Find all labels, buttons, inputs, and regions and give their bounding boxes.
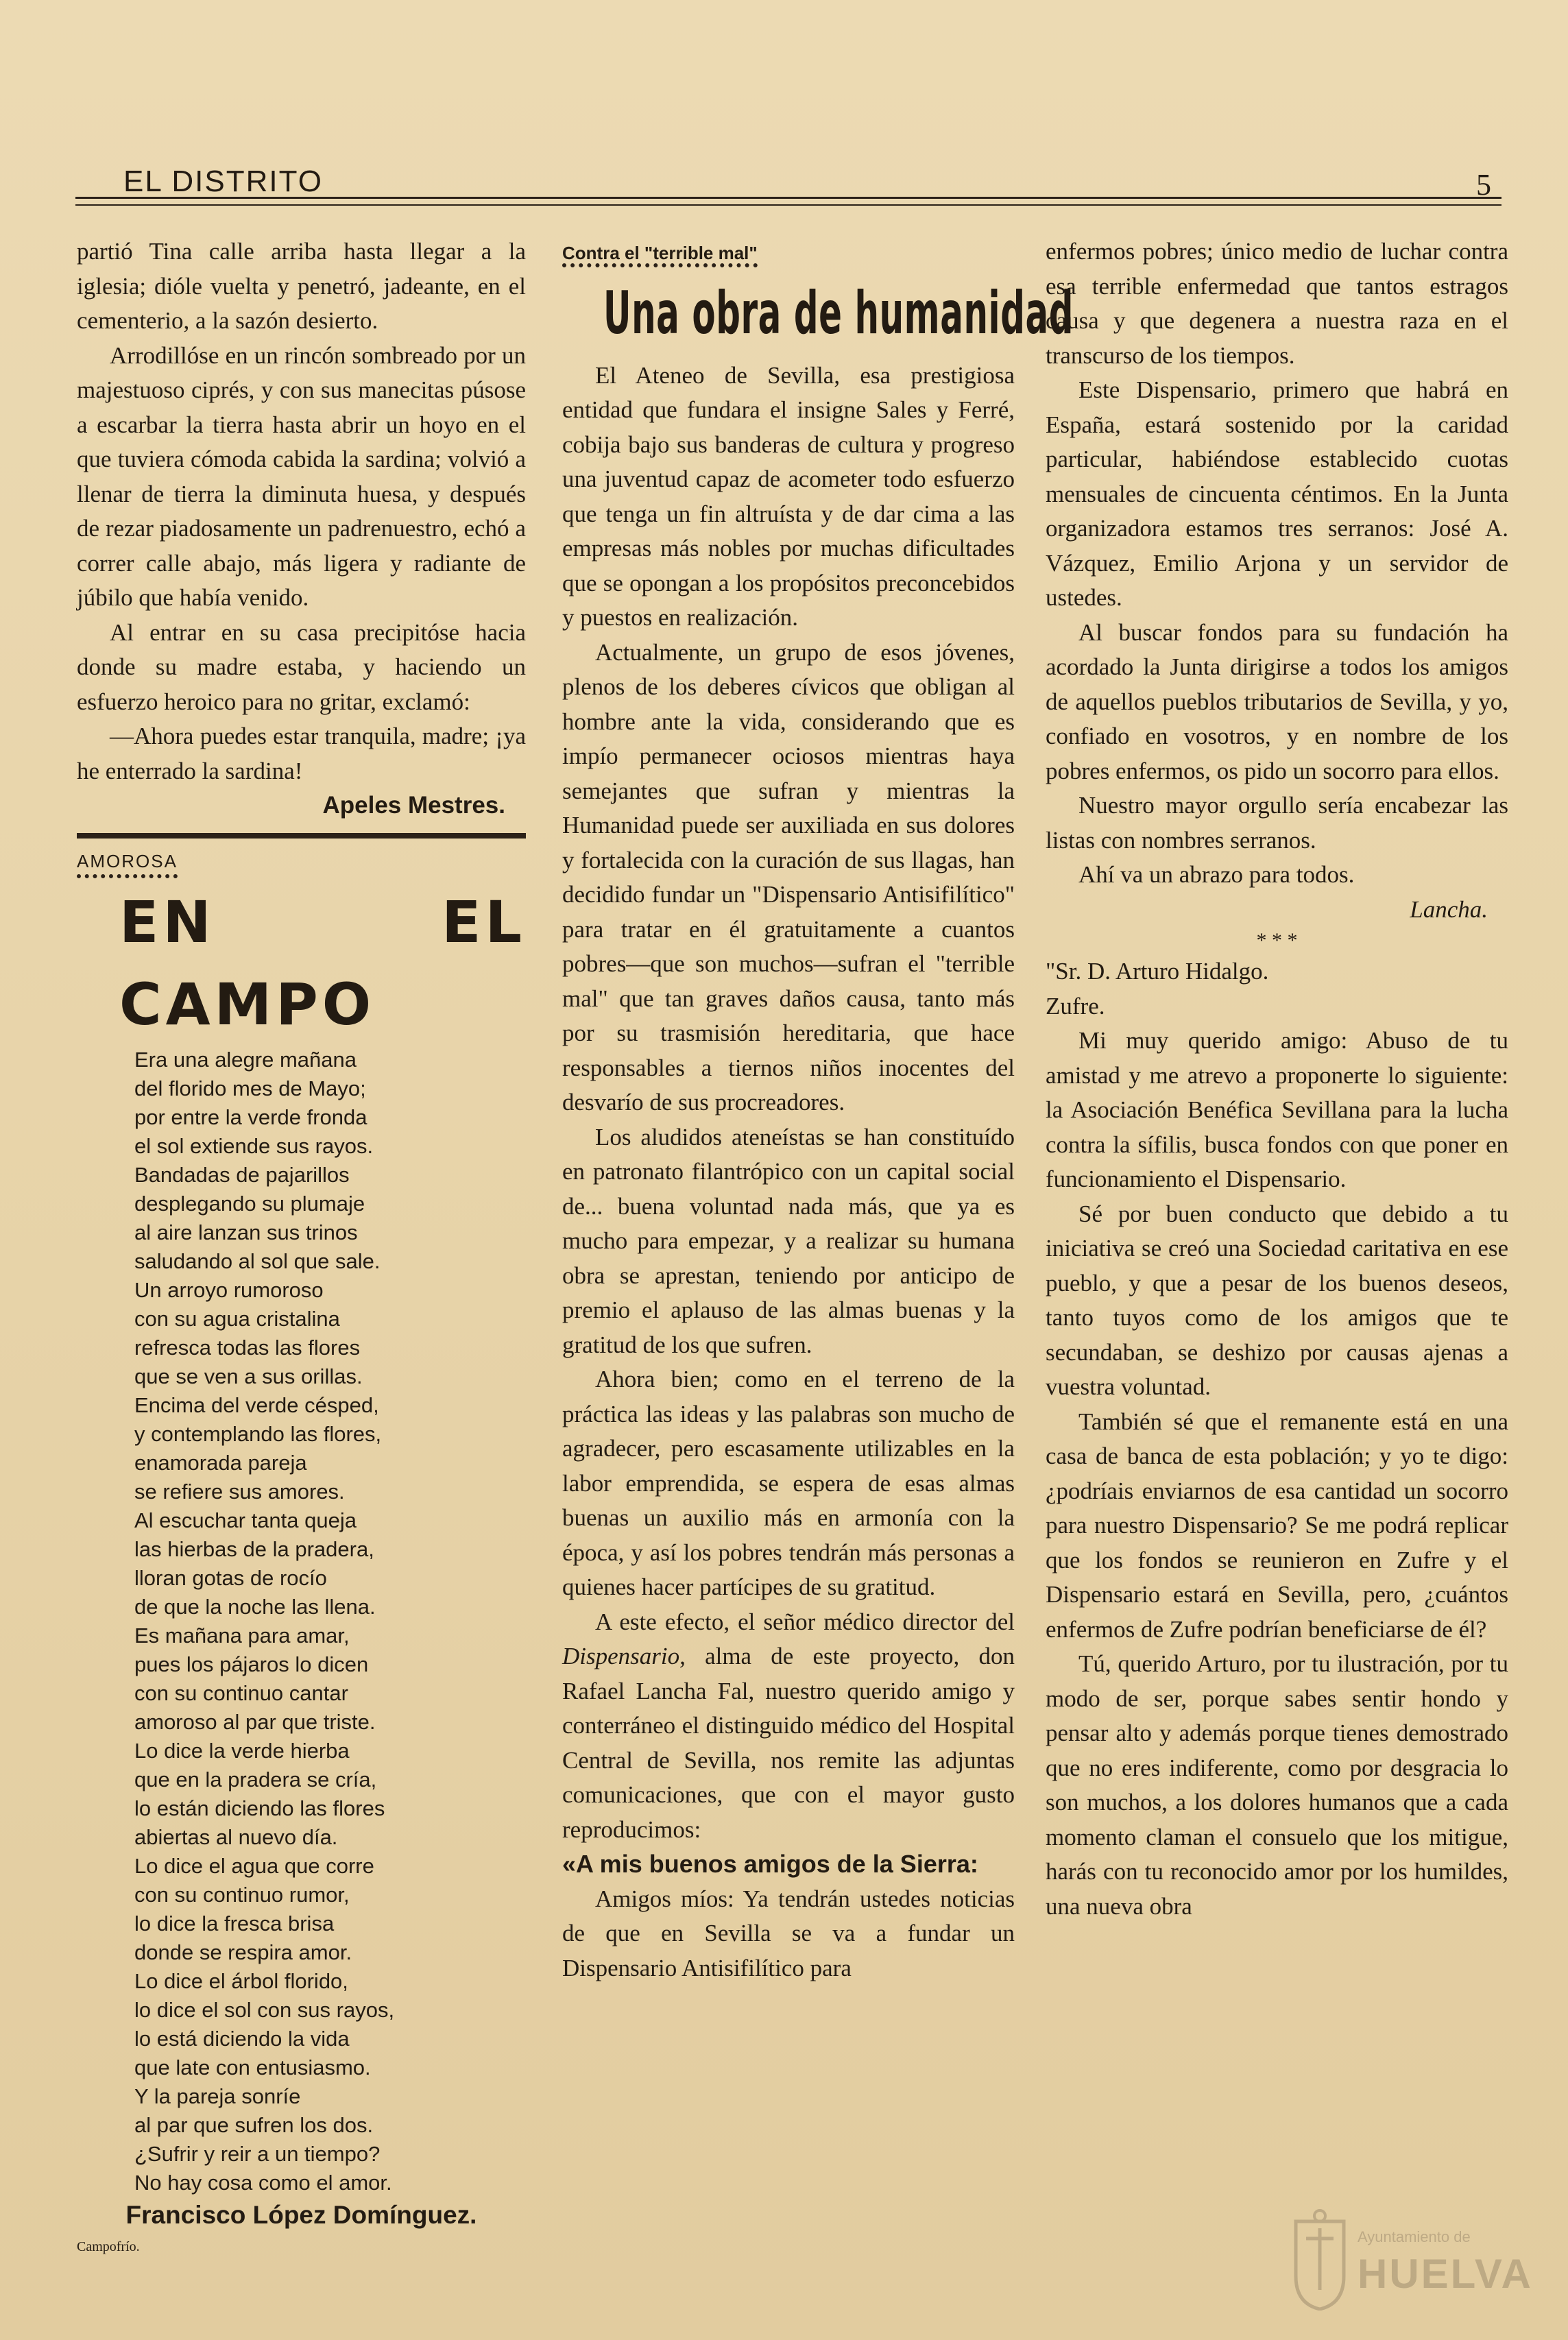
story-author: Apeles Mestres. xyxy=(322,792,505,819)
poem-line: saludando al sol que sale. xyxy=(134,1249,381,1273)
poem-line: con su continuo rumor, xyxy=(134,1882,350,1907)
article-paragraph: Ahora bien; como en el terreno de la práctica las ideas y las palabras son mucho de agradecer, pero escasamente utilizables en la labor emprendida, se espera de esas almas buenas un auxilio más en armonía con la época, y así los pobres tendrán más personas a quienes hacer partícipes de su gratitud. xyxy=(562,1366,1015,1600)
poem-line: ¿Sufrir y reir a un tiempo? xyxy=(134,2141,381,2166)
letter-paragraph: Tú, querido Arturo, por tu ilustración, por tu modo de ser, porque sabes sentir hondo y pensar alto y además porque tienes demostrado que no eres indiferente, como por desgracia lo son muchos, a los dolores humanos que a cada momento claman el consuelo que los mitigue, harás con tu reconocido amor por los humildes, una nueva obra xyxy=(1046,1650,1508,1920)
poem-line: pues los pájaros lo dicen xyxy=(134,1652,369,1676)
letter-paragraph: Sé por buen conducto que debido a tu iniciativa se creó una Sociedad caritativa en ese pueblo, y que a pesar de los buenos deseos, tanto tuyos como de los amigos que te secundaban, se deshizo por causas ajenas a vuestra voluntad. xyxy=(1046,1200,1508,1400)
poem-line: donde se respira amor. xyxy=(134,1940,352,1964)
letter-paragraph: enfermos pobres; único medio de luchar contra esa terrible enfermedad que tantos estragos causa y que degenera a nuestra raza en el transcurso de los tiempos. xyxy=(1046,238,1508,369)
poem-line: Y la pareja sonríe xyxy=(134,2084,301,2108)
newspaper-name: EL DISTRITO xyxy=(123,165,323,198)
poem-line: Bandadas de pajarillos xyxy=(134,1162,350,1187)
story-paragraph: Al entrar en su casa precipitóse hacia donde su madre estaba, y haciendo un esfuerzo heroico para no gritar, exclamó: xyxy=(77,618,526,715)
letter-paragraph: Amigos míos: Ya tendrán ustedes noticias de que en Sevilla se va a fundar un Dispensario Antisifilítico para xyxy=(562,1885,1015,1981)
dispensario-italic: Dispensario, xyxy=(562,1643,686,1669)
poem-author: Francisco López Domínguez. xyxy=(125,2200,477,2229)
letter-paragraph: Este Dispensario, primero que habrá en España, estará sostenido por la caridad particular, habiéndose establecido cuotas mensuales de cincuenta céntimos. En la Junta organizadora estamos tres serranos: José A. Vázquez, Emilio Arjona y un servidor de ustedes. xyxy=(1046,376,1508,611)
letter-paragraph: Ahí va un abrazo para todos. xyxy=(1078,861,1355,888)
story-paragraph: —Ahora puedes estar tranquila, madre; ¡ya he enterrado la sardina! xyxy=(77,723,526,784)
poem-line: con su continuo cantar xyxy=(134,1680,348,1705)
poem-line: de que la noche las llena. xyxy=(134,1594,376,1619)
letter-address: "Sr. D. Arturo Hidalgo. xyxy=(1046,958,1269,985)
poem-line: por entre la verde fronda xyxy=(134,1105,367,1129)
letter-heading: «A mis buenos amigos de la Sierra: xyxy=(562,1850,978,1878)
poem-line: Lo dice el agua que corre xyxy=(134,1853,374,1878)
crest-icon xyxy=(1289,2208,1351,2311)
letter-paragraph: También sé que el remanente está en una casa de banca de esta población; y yo te digo: ¿podríais enviarnos de esa cantidad un socorro para nuestro Dispensario? Se me podrá replicar que los fondos se reunieron en Zufre y el Dispensario estará en Sevilla, pero, ¿cuántos enfermos de Zufre podrían beneficiarse de él? xyxy=(1046,1408,1508,1643)
letter-paragraph: Al buscar fondos para su fundación ha acordado la Junta dirigirse a todos los amigos de aquellos pueblos tributarios de Sevilla, y yo, confiado en vosotros, y en nombre de los pobres enfermos, os pido un socorro para ellos. xyxy=(1046,618,1508,784)
section-separator: * * * xyxy=(1256,929,1298,952)
poem-line: que se ven a sus orillas. xyxy=(134,1364,363,1388)
poem-line: abiertas al nuevo día. xyxy=(134,1824,338,1849)
poem-line: que en la pradera se cría, xyxy=(134,1767,377,1792)
article-kicker: Contra el "terrible mal" xyxy=(562,243,758,267)
poem-line: el sol extiende sus rayos. xyxy=(134,1133,374,1158)
letter-paragraph: Mi muy querido amigo: Abuso de tu amistad y me atrevo a proponerte lo siguiente: la Asociación Benéfica Sevillana para la lucha contra la sífilis, busca fondos con que poner en funcionamiento el Dispensario. xyxy=(1046,1027,1508,1192)
section-divider xyxy=(77,833,526,839)
article-paragraph: A este efecto, el señor médico director del Dispensario, alma de este proyecto, don Rafael Lancha Fal, nuestro querido amigo y conterráneo el distinguido médico del Hospital Central de Sevilla, nos remite las adjuntas comunicaciones, que con el mayor gusto reproducimos: xyxy=(562,1608,1015,1843)
poem-line: amoroso al par que triste. xyxy=(134,1709,376,1734)
letter-address-town: Zufre. xyxy=(1046,992,1105,1020)
poem-line: al aire lanzan sus trinos xyxy=(134,1220,358,1244)
poem-line: y contemplando las flores, xyxy=(134,1421,382,1446)
poem-line: las hierbas de la pradera, xyxy=(134,1536,374,1561)
poem-line: del florido mes de Mayo; xyxy=(134,1076,366,1100)
poem-kicker: AMOROSA xyxy=(77,849,178,878)
poem-line: refresca todas las flores xyxy=(134,1335,361,1360)
poem-line: Un arroyo rumoroso xyxy=(134,1277,324,1302)
letter-paragraph: Nuestro mayor orgullo sería encabezar las listas con nombres serranos. xyxy=(1046,792,1508,854)
article-paragraph: Actualmente, un grupo de esos jóvenes, plenos de los deberes cívicos que obligan al hombre ante la vida, considerando que es impío permanecer ociosos mientras haya semejantes que sufran y mientras la Humanidad puede ser auxiliada en sus dolores y fortalecida con la curación de sus llagas, han decidido fundar un "Dispensario Antisifilítico" para tratar en él gratuitamente a cuantos pobres—que son muchos—sufran el "terrible mal" que tan graves daños causa, tanto más por su trasmisión hereditaria, que hace responsables a tiernos niños inocentes del desvarío de sus procreadores. xyxy=(562,638,1015,1115)
header-rule xyxy=(75,197,1501,206)
story-paragraph: partió Tina calle arriba hasta llegar a la iglesia; dióle vuelta y penetró, jadeante, en el cementerio, a la sazón desierto. xyxy=(77,238,526,334)
poem-line: Al escuchar tanta queja xyxy=(134,1508,357,1532)
poem-line: al par que sufren los dos. xyxy=(134,2112,374,2137)
poem-line: lo están diciendo las flores xyxy=(134,1796,385,1820)
poem-line: lo dice el sol con sus rayos, xyxy=(134,1997,395,2022)
letter-signature: Lancha. xyxy=(1410,895,1488,923)
column-1 xyxy=(77,234,526,2260)
article-title: Una obra de humanidad xyxy=(603,278,1074,348)
poem-place: Campofrío. xyxy=(77,2239,140,2254)
poem-line: Lo dice la verde hierba xyxy=(134,1738,350,1763)
watermark-big-text: HUELVA xyxy=(1358,2251,1533,2297)
column-2 xyxy=(562,234,1074,1986)
poem-line: Encima del verde césped, xyxy=(134,1392,379,1417)
poem-line: lloran gotas de rocío xyxy=(134,1565,327,1590)
archive-watermark xyxy=(1289,2208,1533,2324)
poem-line: lo está diciendo la vida xyxy=(134,2026,350,2051)
page-number: 5 xyxy=(1476,168,1491,202)
article-paragraph: El Ateneo de Sevilla, esa prestigiosa entidad que fundara el insigne Sales y Ferré, cobija bajo sus banderas de cultura y progreso una juventud capaz de acometer todo esfuerzo que tenga un fin altruísta y de dar cima a las empresas más nobles por muchas dificultades que se opongan a los propósitos preconcebidos y puestos en realización. xyxy=(562,361,1015,631)
watermark-small-text: Ayuntamiento de xyxy=(1358,2228,1471,2245)
story-paragraph: Arrodillóse en un rincón sombreado por un majestuoso ciprés, y con sus manecitas púsose a escarbar la tierra hasta abrir un hoyo en el que tuviera cómoda cabida la sardina; volvió a llenar de tierra la diminuta huesa, y después de rezar piadosamente un padrenuestro, echó a correr calle abajo, más ligera y radiante de júbilo que había venido. xyxy=(77,341,526,611)
poem-line: Era una alegre mañana xyxy=(134,1047,357,1072)
article-paragraph: Los aludidos ateneístas se han constituído en patronato filantrópico con un capital social de... buena voluntad nada más, que ya es mucho para empezar, y a realizar su humana obra se aprestan, teniendo por anticipo de premio el aplauso de las almas buenas y la gratitud de los que sufren. xyxy=(562,1123,1015,1358)
poem-line: que late con entusiasmo. xyxy=(134,2055,371,2079)
poem-line: se refiere sus amores. xyxy=(134,1479,345,1504)
poem-line: con su agua cristalina xyxy=(134,1306,340,1331)
poem-line: desplegando su plumaje xyxy=(134,1191,365,1216)
poem-line: Lo dice el árbol florido, xyxy=(134,1968,348,1993)
poem-line: enamorada pareja xyxy=(134,1450,307,1475)
column-3 xyxy=(1046,234,1508,1924)
poem-line: lo dice la fresca brisa xyxy=(134,1911,335,1935)
poem-title: EN EL CAMPO xyxy=(119,888,526,1038)
poem-line: Es mañana para amar, xyxy=(134,1623,350,1648)
poem-line: No hay cosa como el amor. xyxy=(134,2170,392,2195)
poem-body xyxy=(77,1046,526,2197)
